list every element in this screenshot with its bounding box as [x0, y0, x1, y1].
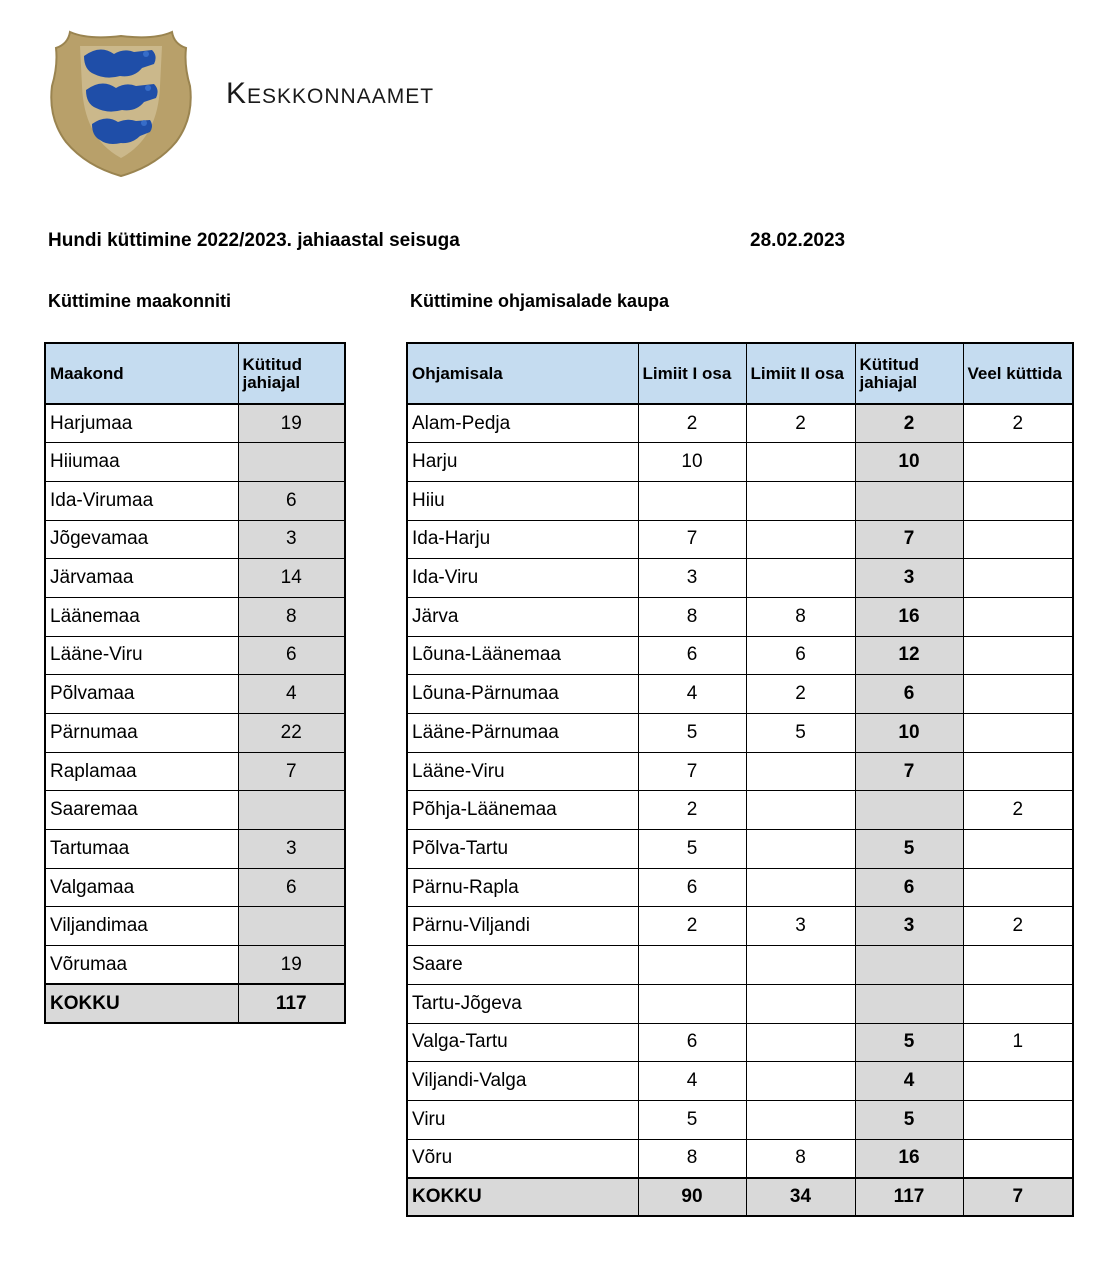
hunted-cell: 3: [855, 559, 963, 598]
hunted-cell: 3: [855, 907, 963, 946]
remaining-cell: [963, 1139, 1073, 1178]
area-name-cell: Pärnu-Rapla: [407, 868, 638, 907]
limit-2-cell: [746, 559, 855, 598]
table-header-row: [45, 343, 345, 404]
limit-2-cell: [746, 1023, 855, 1062]
county-name-cell: Hiiumaa: [45, 443, 238, 482]
table-row: [45, 520, 345, 559]
limit-1-cell: 3: [638, 559, 746, 598]
limit-2-cell: [746, 791, 855, 830]
limit-2-cell: 6: [746, 636, 855, 675]
limit-1-cell: 8: [638, 1139, 746, 1178]
table-row: [45, 907, 345, 946]
remaining-cell: [963, 597, 1073, 636]
column-header-area: Ohjamisala: [407, 343, 638, 404]
limit-1-cell: 10: [638, 443, 746, 482]
table-row: [407, 404, 1073, 443]
remaining-cell: [963, 1100, 1073, 1139]
county-name-cell: Pärnumaa: [45, 714, 238, 753]
area-name-cell: Võru: [407, 1139, 638, 1178]
column-header-hunted: Kütitud jahiajal: [855, 343, 963, 404]
limit-1-cell: 5: [638, 714, 746, 753]
area-name-cell: Viljandi-Valga: [407, 1062, 638, 1101]
table-row: [407, 946, 1073, 985]
remaining-cell: 2: [963, 404, 1073, 443]
hunted-cell: 5: [855, 830, 963, 869]
limit-2-cell: 8: [746, 1139, 855, 1178]
remaining-cell: 1: [963, 1023, 1073, 1062]
limit-1-cell: 5: [638, 1100, 746, 1139]
table-row: [407, 1023, 1073, 1062]
county-name-cell: Ida-Virumaa: [45, 481, 238, 520]
column-header-remaining: Veel küttida: [963, 343, 1073, 404]
county-name-cell: Järvamaa: [45, 559, 238, 598]
table-row: [45, 868, 345, 907]
county-name-cell: Raplamaa: [45, 752, 238, 791]
total-label-cell: KOKKU: [45, 984, 238, 1023]
hunted-count-cell: 6: [238, 868, 345, 907]
hunted-count-cell: 8: [238, 597, 345, 636]
area-name-cell: Tartu-Jõgeva: [407, 984, 638, 1023]
table-row: [407, 907, 1073, 946]
table-row: [407, 481, 1073, 520]
total-limit-1-cell: 90: [638, 1178, 746, 1217]
area-name-cell: Lääne-Viru: [407, 752, 638, 791]
county-name-cell: Põlvamaa: [45, 675, 238, 714]
table-row: [45, 597, 345, 636]
limit-1-cell: 7: [638, 752, 746, 791]
hunted-cell: [855, 946, 963, 985]
limit-1-cell: 8: [638, 597, 746, 636]
hunted-cell: [855, 984, 963, 1023]
report-title: Hundi küttimine 2022/2023. jahiaastal seisuga: [48, 230, 460, 251]
area-table-subtitle: Küttimine ohjamisalade kaupa: [410, 291, 670, 311]
table-row: [407, 791, 1073, 830]
limit-2-cell: [746, 520, 855, 559]
column-header-county: Maakond: [45, 343, 238, 404]
remaining-cell: [963, 443, 1073, 482]
table-row: [45, 636, 345, 675]
county-name-cell: Võrumaa: [45, 946, 238, 985]
limit-1-cell: 5: [638, 830, 746, 869]
hunted-cell: 2: [855, 404, 963, 443]
county-name-cell: Saaremaa: [45, 791, 238, 830]
hunted-cell: 5: [855, 1023, 963, 1062]
hunted-cell: 7: [855, 752, 963, 791]
limit-1-cell: 2: [638, 907, 746, 946]
column-header-limit-2: Limiit II osa: [746, 343, 855, 404]
limit-2-cell: 5: [746, 714, 855, 753]
limit-2-cell: 3: [746, 907, 855, 946]
area-name-cell: Ida-Harju: [407, 520, 638, 559]
limit-1-cell: 7: [638, 520, 746, 559]
area-name-cell: Valga-Tartu: [407, 1023, 638, 1062]
county-name-cell: Harjumaa: [45, 404, 238, 443]
table-row: [407, 868, 1073, 907]
area-name-cell: Lääne-Pärnumaa: [407, 714, 638, 753]
remaining-cell: 2: [963, 791, 1073, 830]
hunted-cell: 6: [855, 675, 963, 714]
total-hunted-cell: 117: [855, 1178, 963, 1217]
hunted-count-cell: 3: [238, 830, 345, 869]
area-name-cell: Lõuna-Läänemaa: [407, 636, 638, 675]
county-name-cell: Viljandimaa: [45, 907, 238, 946]
limit-2-cell: [746, 1062, 855, 1101]
table-row: [407, 520, 1073, 559]
remaining-cell: [963, 984, 1073, 1023]
area-name-cell: Viru: [407, 1100, 638, 1139]
remaining-cell: [963, 714, 1073, 753]
limit-1-cell: 6: [638, 1023, 746, 1062]
table-row: [407, 675, 1073, 714]
remaining-cell: [963, 752, 1073, 791]
limit-2-cell: [746, 946, 855, 985]
hunted-count-cell: 6: [238, 481, 345, 520]
hunted-cell: 5: [855, 1100, 963, 1139]
table-row: [45, 559, 345, 598]
table-row: [407, 830, 1073, 869]
hunted-count-cell: [238, 443, 345, 482]
hunted-cell: 10: [855, 443, 963, 482]
table-row: [45, 946, 345, 985]
table-row: [407, 1139, 1073, 1178]
area-name-cell: Pärnu-Viljandi: [407, 907, 638, 946]
hunted-cell: 7: [855, 520, 963, 559]
limit-1-cell: 2: [638, 791, 746, 830]
remaining-cell: [963, 481, 1073, 520]
hunted-count-cell: 19: [238, 946, 345, 985]
table-row: [45, 791, 345, 830]
limit-2-cell: [746, 443, 855, 482]
area-name-cell: Põlva-Tartu: [407, 830, 638, 869]
remaining-cell: [963, 636, 1073, 675]
total-label-cell: KOKKU: [407, 1178, 638, 1217]
limit-2-cell: 2: [746, 404, 855, 443]
county-name-cell: Tartumaa: [45, 830, 238, 869]
table-row: [407, 714, 1073, 753]
county-table: [44, 342, 346, 1024]
table-row: [407, 752, 1073, 791]
hunted-count-cell: 4: [238, 675, 345, 714]
table-row: [45, 481, 345, 520]
remaining-cell: [963, 1062, 1073, 1101]
area-name-cell: Harju: [407, 443, 638, 482]
limit-2-cell: [746, 481, 855, 520]
remaining-cell: [963, 559, 1073, 598]
coat-of-arms-logo: [48, 26, 194, 178]
limit-2-cell: [746, 984, 855, 1023]
limit-1-cell: [638, 946, 746, 985]
total-row: [45, 984, 345, 1023]
county-name-cell: Valgamaa: [45, 868, 238, 907]
limit-2-cell: [746, 1100, 855, 1139]
remaining-cell: [963, 946, 1073, 985]
hunted-count-cell: 14: [238, 559, 345, 598]
county-name-cell: Lääne-Viru: [45, 636, 238, 675]
limit-1-cell: 4: [638, 1062, 746, 1101]
table-row: [407, 443, 1073, 482]
hunted-count-cell: [238, 907, 345, 946]
hunted-count-cell: 19: [238, 404, 345, 443]
report-date: 28.02.2023: [750, 230, 846, 251]
limit-1-cell: 2: [638, 404, 746, 443]
limit-1-cell: 6: [638, 636, 746, 675]
total-row: [407, 1178, 1073, 1217]
hunted-count-cell: 6: [238, 636, 345, 675]
table-row: [407, 559, 1073, 598]
org-name: Keskkonnaamet: [226, 77, 435, 110]
table-row: [407, 984, 1073, 1023]
column-header-limit-1: Limiit I osa: [638, 343, 746, 404]
area-table: [406, 342, 1074, 1217]
hunted-count-cell: 3: [238, 520, 345, 559]
limit-2-cell: 8: [746, 597, 855, 636]
table-row: [407, 636, 1073, 675]
table-row: [45, 752, 345, 791]
remaining-cell: [963, 675, 1073, 714]
hunted-cell: 10: [855, 714, 963, 753]
table-row: [407, 1100, 1073, 1139]
total-limit-2-cell: 34: [746, 1178, 855, 1217]
remaining-cell: [963, 830, 1073, 869]
hunted-cell: 4: [855, 1062, 963, 1101]
limit-1-cell: 6: [638, 868, 746, 907]
area-name-cell: Hiiu: [407, 481, 638, 520]
table-row: [407, 597, 1073, 636]
limit-1-cell: [638, 984, 746, 1023]
hunted-cell: 16: [855, 1139, 963, 1178]
table-header-row: [407, 343, 1073, 404]
table-row: [45, 714, 345, 753]
hunted-cell: [855, 481, 963, 520]
limit-2-cell: [746, 752, 855, 791]
area-name-cell: Alam-Pedja: [407, 404, 638, 443]
area-name-cell: Saare: [407, 946, 638, 985]
table-row: [45, 404, 345, 443]
remaining-cell: 2: [963, 907, 1073, 946]
hunted-cell: 12: [855, 636, 963, 675]
limit-2-cell: [746, 868, 855, 907]
table-row: [407, 1062, 1073, 1101]
hunted-cell: [855, 791, 963, 830]
remaining-cell: [963, 868, 1073, 907]
remaining-cell: [963, 520, 1073, 559]
area-name-cell: Ida-Viru: [407, 559, 638, 598]
area-name-cell: Põhja-Läänemaa: [407, 791, 638, 830]
hunted-count-cell: 7: [238, 752, 345, 791]
column-header-hunted: Kütitud jahiajal: [238, 343, 345, 404]
county-name-cell: Läänemaa: [45, 597, 238, 636]
table-row: [45, 443, 345, 482]
area-name-cell: Järva: [407, 597, 638, 636]
hunted-cell: 6: [855, 868, 963, 907]
area-name-cell: Lõuna-Pärnumaa: [407, 675, 638, 714]
table-row: [45, 830, 345, 869]
hunted-cell: 16: [855, 597, 963, 636]
county-table-subtitle: Küttimine maakonniti: [48, 291, 232, 311]
limit-2-cell: [746, 830, 855, 869]
limit-2-cell: 2: [746, 675, 855, 714]
limit-1-cell: [638, 481, 746, 520]
hunted-count-cell: 22: [238, 714, 345, 753]
hunted-count-cell: [238, 791, 345, 830]
total-remaining-cell: 7: [963, 1178, 1073, 1217]
limit-1-cell: 4: [638, 675, 746, 714]
table-row: [45, 675, 345, 714]
county-name-cell: Jõgevamaa: [45, 520, 238, 559]
total-hunted-cell: 117: [238, 984, 345, 1023]
